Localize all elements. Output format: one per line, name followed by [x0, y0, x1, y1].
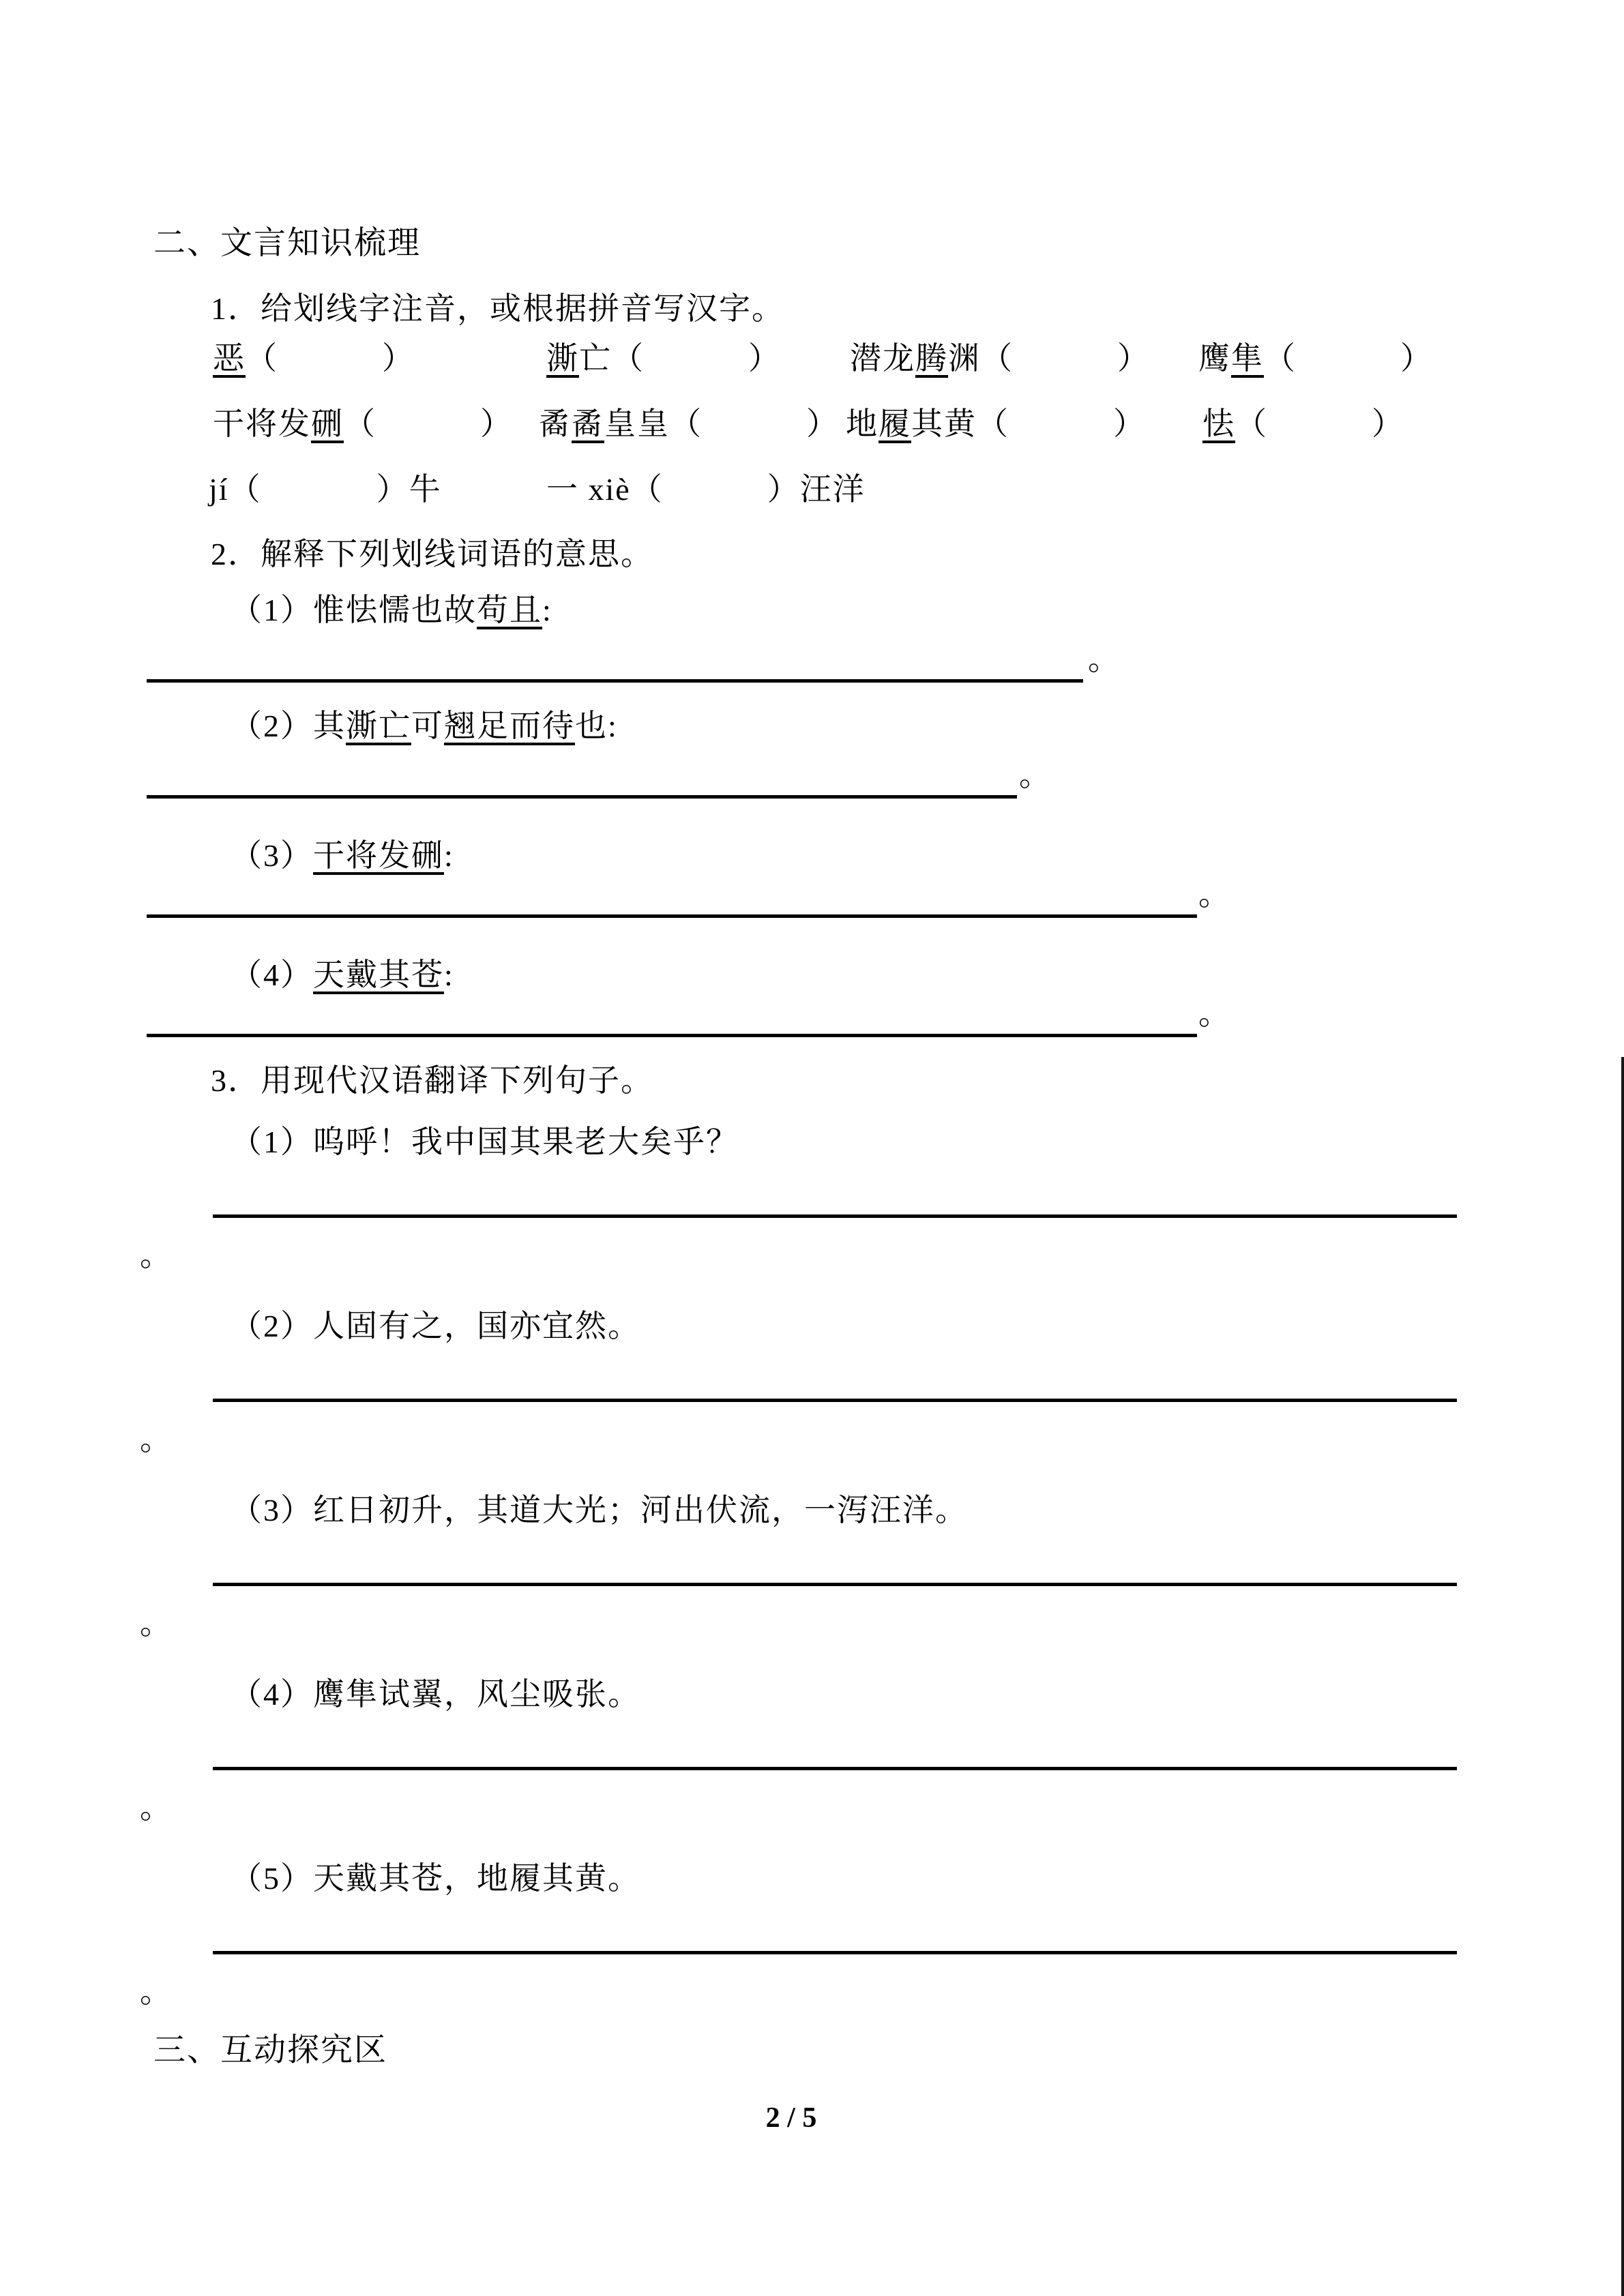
underlined-word: 天戴其苍	[313, 957, 444, 992]
close-paren: ）	[1400, 341, 1433, 376]
pinyin-text: jí	[209, 472, 229, 507]
item-text: 人固有之，国亦宜然。	[313, 1309, 640, 1343]
close-paren: ）	[382, 341, 415, 376]
answer-line	[213, 1767, 1457, 1770]
item-text: 天戴其苍，地履其黄。	[313, 1861, 640, 1896]
answer-line	[147, 1034, 1197, 1037]
item-number: （4）	[231, 1677, 313, 1712]
pinyin-text: 潜龙	[850, 341, 915, 376]
underlined-char: 隼	[1231, 341, 1264, 376]
open-paren: （	[344, 406, 377, 441]
item-text: :	[444, 957, 454, 992]
item-text: 其	[313, 709, 346, 743]
item-number: （2）	[231, 709, 313, 743]
item-number: （5）	[231, 1861, 313, 1896]
item-text: 可	[411, 709, 444, 743]
open-paren: （	[246, 341, 278, 376]
pinyin-item	[213, 339, 415, 378]
pinyin-item	[1202, 404, 1404, 444]
pinyin-item	[213, 404, 513, 444]
answer-line	[213, 1214, 1457, 1218]
underlined-char: 澌	[546, 341, 579, 376]
question-1-label: 1．给划线字注音，或根据拼音写汉字。	[211, 291, 784, 326]
page-number: 2 / 5	[765, 2102, 817, 2134]
pinyin-text: 亡	[579, 341, 612, 376]
pinyin-text: 鹰	[1198, 341, 1231, 376]
underlined-char: 怯	[1202, 406, 1235, 441]
close-paren: ）	[1113, 406, 1146, 441]
question-3-label: 3．用现代汉语翻译下列句子。	[211, 1063, 653, 1098]
pinyin-text: 矞	[539, 406, 572, 441]
underlined-word: 翘足而待	[444, 709, 575, 743]
underlined-char: 履	[879, 406, 911, 441]
pinyin-text: 汪洋	[799, 472, 866, 507]
q3-item	[231, 1122, 739, 1162]
fullstop-mark: 。	[140, 1974, 171, 2009]
underlined-word: 澌亡	[346, 709, 411, 743]
item-text: :	[444, 838, 454, 873]
item-number: （4）	[231, 957, 313, 992]
q3-item	[231, 1859, 640, 1898]
pinyin-item	[1198, 339, 1433, 378]
pinyin-item	[209, 470, 442, 509]
section-3-heading: 三、互动探究区	[153, 2033, 387, 2068]
close-paren: ）	[376, 472, 409, 507]
close-paren: ）	[767, 472, 800, 507]
fullstop-mark: 。	[140, 1790, 171, 1825]
underlined-char: 腾	[915, 341, 948, 376]
pinyin-item	[850, 339, 1150, 378]
fullstop-mark: 。	[140, 1238, 171, 1272]
answer-line	[147, 679, 1083, 683]
q2-item	[231, 836, 454, 876]
q2-item	[231, 706, 618, 746]
open-paren: （	[670, 406, 703, 441]
item-text: 呜呼！我中国其果老大矣乎？	[313, 1124, 739, 1159]
underlined-word: 苟且	[477, 593, 542, 627]
section-2-heading: 二、文言知识梳理	[153, 226, 421, 261]
item-number: （2）	[231, 1309, 313, 1343]
pinyin-text: 渊	[948, 341, 981, 376]
item-text: 红日初升，其道大光；河出伏流，一泻汪洋。	[313, 1493, 968, 1527]
fullstop-mark: 。	[140, 1606, 171, 1641]
pinyin-item	[546, 339, 781, 378]
item-text: :	[542, 593, 552, 627]
answer-line	[213, 1583, 1457, 1586]
close-paren: ）	[480, 406, 513, 441]
pinyin-text: 牛	[409, 472, 442, 507]
item-text: 也:	[575, 709, 618, 743]
question-2-label: 2．解释下列划线词语的意思。	[211, 537, 653, 571]
open-paren: （	[612, 341, 645, 376]
item-text: 惟怯懦也故	[313, 593, 477, 627]
pinyin-text: 皇皇	[604, 406, 670, 441]
fullstop-mark: 。	[140, 1422, 171, 1457]
pinyin-item	[546, 470, 866, 509]
open-paren: （	[228, 472, 262, 507]
fullstop-mark: 。	[1198, 877, 1230, 912]
close-paren: ）	[1117, 341, 1150, 376]
item-number: （1）	[231, 593, 313, 627]
answer-line	[147, 914, 1197, 918]
answer-line	[213, 1951, 1457, 1954]
underlined-word: 干将发硎	[313, 838, 444, 873]
close-paren: ）	[806, 406, 839, 441]
pinyin-text: 干将发	[213, 406, 311, 441]
item-number: （1）	[231, 1124, 313, 1159]
scan-edge-artifact	[1621, 1057, 1624, 2296]
q3-item	[231, 1307, 640, 1346]
item-number: （3）	[231, 1493, 313, 1527]
answer-line	[147, 795, 1017, 799]
underlined-char: 矞	[572, 406, 604, 441]
item-number: （3）	[231, 838, 313, 873]
q2-item	[231, 591, 552, 630]
underlined-char: 硎	[311, 406, 344, 441]
open-paren: （	[1235, 406, 1268, 441]
answer-line	[213, 1399, 1457, 1402]
pinyin-text: 地	[846, 406, 879, 441]
q3-item	[231, 1675, 640, 1714]
q3-item	[231, 1491, 968, 1530]
close-paren: ）	[748, 341, 781, 376]
open-paren: （	[1264, 341, 1297, 376]
pinyin-text: 其黄	[911, 406, 977, 441]
open-paren: （	[977, 406, 1009, 441]
pinyin-item	[539, 404, 839, 444]
close-paren: ）	[1372, 406, 1404, 441]
pinyin-text: 一 xiè	[546, 472, 631, 507]
fullstop-mark: 。	[1088, 642, 1119, 676]
fullstop-mark: 。	[1198, 996, 1230, 1031]
item-text: 鹰隼试翼，风尘吸张。	[313, 1677, 640, 1712]
pinyin-item	[846, 404, 1146, 444]
open-paren: （	[981, 341, 1014, 376]
underlined-char: 恶	[213, 341, 246, 376]
q2-item	[231, 955, 454, 995]
fullstop-mark: 。	[1019, 758, 1050, 792]
open-paren: （	[630, 472, 664, 507]
